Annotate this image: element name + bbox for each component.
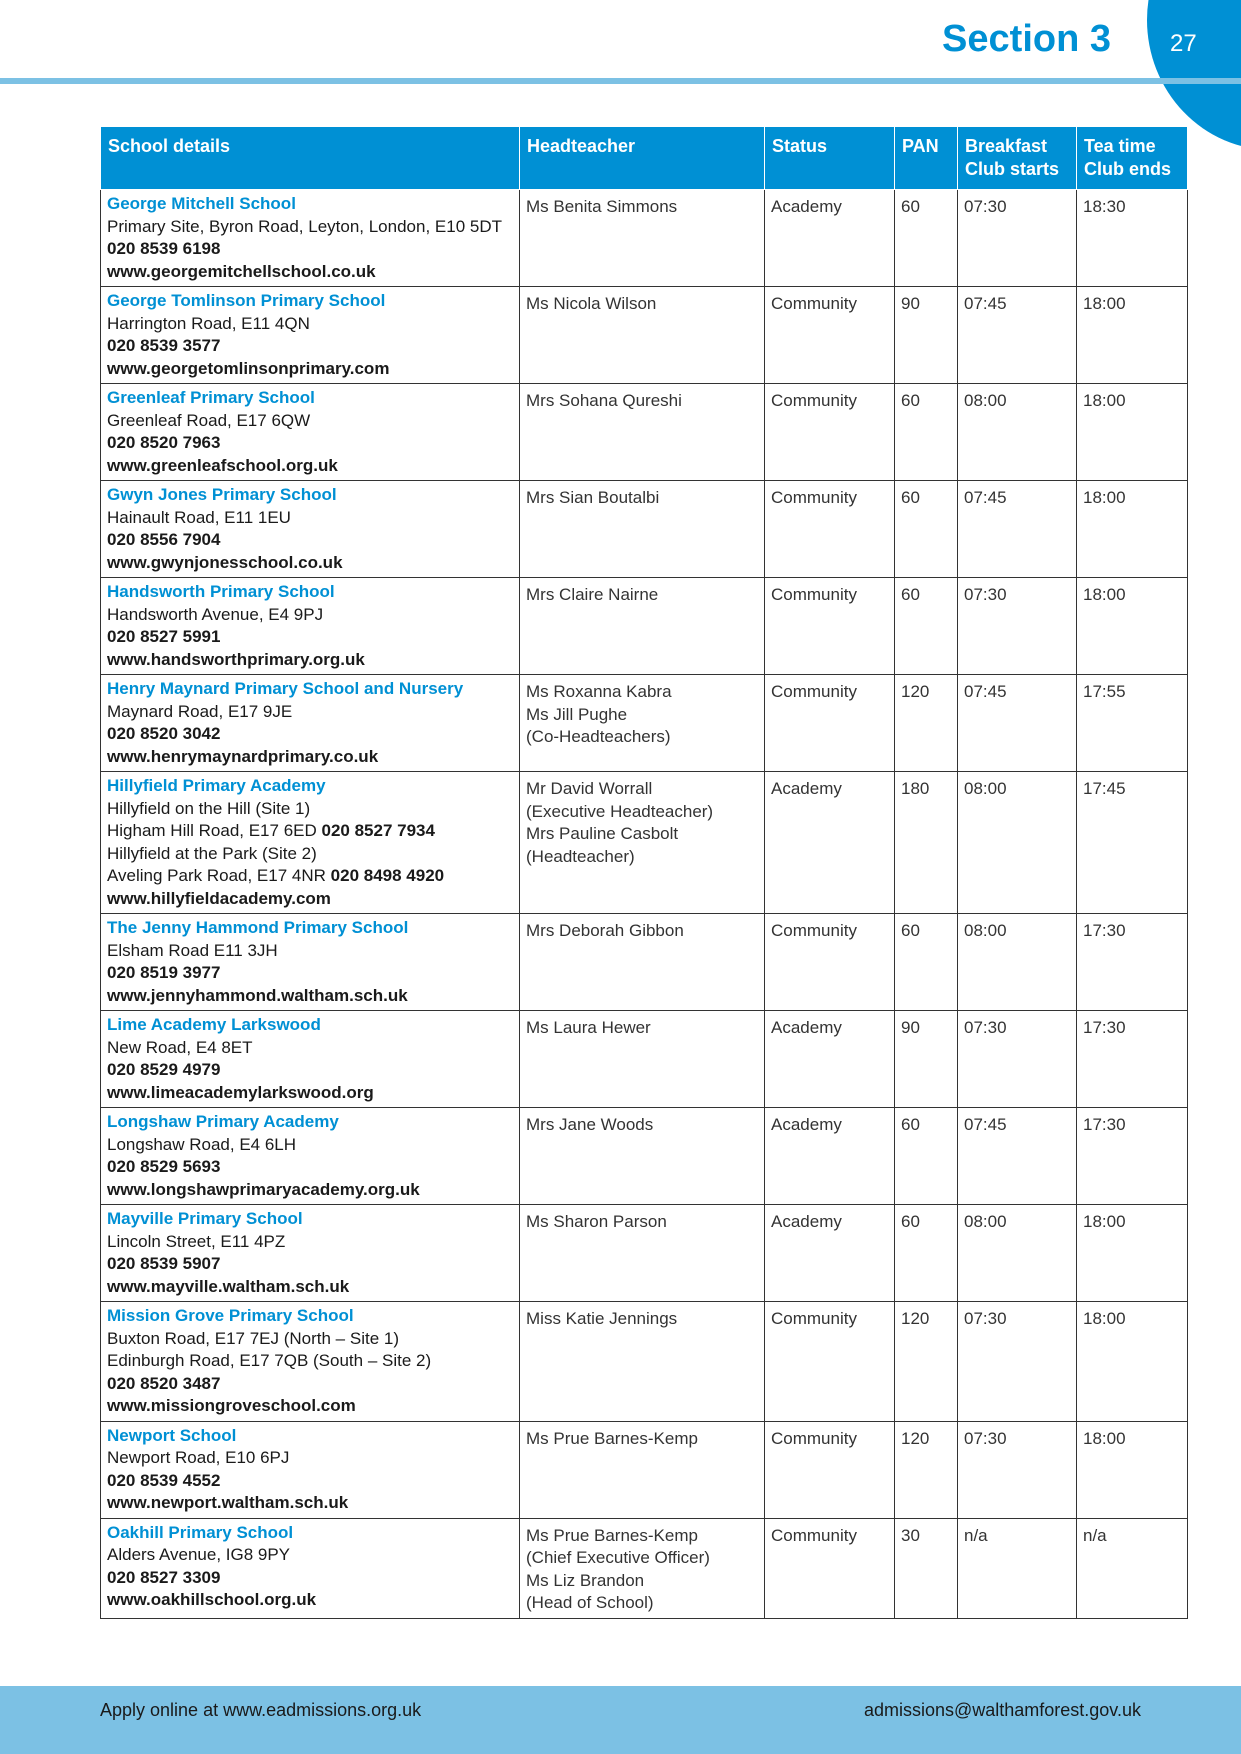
school-details-cell <box>101 384 520 481</box>
table-row <box>101 1108 1188 1205</box>
school-name: Greenleaf Primary School <box>107 388 315 407</box>
breakfast-club-cell: 08:00 <box>958 384 1077 481</box>
school-website-link[interactable]: www.limeacademylarkswood.org <box>107 1082 374 1102</box>
school-name: Hillyfield Primary Academy <box>107 776 326 795</box>
breakfast-club-cell: 07:45 <box>958 481 1077 578</box>
headteacher-line: Ms Laura Hewer <box>526 1018 651 1037</box>
tea-time-club-cell: 18:00 <box>1077 481 1188 578</box>
headteacher-line: Mrs Sian Boutalbi <box>526 488 660 507</box>
headteacher-cell <box>520 190 765 287</box>
pan-cell: 90 <box>895 287 958 384</box>
school-name: Oakhill Primary School <box>107 1522 294 1542</box>
school-website-link[interactable]: www.oakhillschool.org.uk <box>107 1590 317 1609</box>
table-row <box>101 1302 1188 1422</box>
headteacher-line: (Chief Executive Officer) <box>526 1548 710 1567</box>
breakfast-club-cell: 07:30 <box>958 1011 1077 1108</box>
school-name: Handsworth Primary School <box>107 582 335 601</box>
school-website-link[interactable]: www.henrymaynardprimary.co.uk <box>107 746 379 766</box>
pan-cell: 30 <box>895 1518 958 1618</box>
school-details-cell <box>101 1421 520 1518</box>
breakfast-club-cell: 07:45 <box>958 287 1077 384</box>
headteacher-cell <box>520 772 765 914</box>
breakfast-club-cell: 07:30 <box>958 1421 1077 1518</box>
school-name: The Jenny Hammond Primary School <box>107 918 409 937</box>
table-row <box>101 287 1188 384</box>
breakfast-club-cell: 07:45 <box>958 1108 1077 1205</box>
column-header-status: Status <box>765 127 895 190</box>
headteacher-line: Ms Nicola Wilson <box>526 294 657 313</box>
school-website-link[interactable]: www.newport.waltham.sch.uk <box>107 1493 349 1512</box>
school-phone: 020 8527 5991 <box>107 627 221 646</box>
school-address: Primary Site, Byron Road, Leyton, London, E10 5DT <box>107 216 502 236</box>
tea-time-club-cell: 17:30 <box>1077 1011 1188 1108</box>
admissions-email[interactable]: admissions@walthamforest.gov.uk <box>863 1700 1141 1720</box>
school-details-cell <box>101 1302 520 1422</box>
pan-cell: 120 <box>895 675 958 772</box>
breakfast-club-cell: n/a <box>958 1518 1077 1618</box>
status-cell: Community <box>765 1302 895 1422</box>
site-address: Aveling Park Road, E17 4NR <box>107 866 326 885</box>
headteacher-line: Ms Liz Brandon <box>526 1570 645 1590</box>
school-phone: 020 8520 7963 <box>107 433 221 452</box>
headteacher-line: Mrs Claire Nairne <box>526 585 659 604</box>
breakfast-club-cell: 07:30 <box>958 578 1077 675</box>
table-row <box>101 772 1188 914</box>
table-row <box>101 384 1188 481</box>
school-address: New Road, E4 8ET <box>107 1037 253 1057</box>
school-name: George Tomlinson Primary School <box>107 291 386 310</box>
status-cell: Community <box>765 384 895 481</box>
tea-time-club-cell: 18:30 <box>1077 190 1188 287</box>
school-website-link[interactable]: www.gwynjonesschool.co.uk <box>107 552 343 572</box>
school-website-link[interactable]: www.longshawprimaryacademy.org.uk <box>107 1179 420 1199</box>
pan-cell: 60 <box>895 1108 958 1205</box>
breakfast-club-cell: 07:45 <box>958 675 1077 772</box>
school-address: Harrington Road, E11 4QN <box>107 313 310 333</box>
school-address: Elsham Road E11 3JH <box>107 940 278 960</box>
school-details-cell <box>101 1108 520 1205</box>
headteacher-line: (Head of School) <box>526 1593 654 1612</box>
table-row <box>101 481 1188 578</box>
headteacher-cell <box>520 287 765 384</box>
schools-table <box>100 126 1188 1619</box>
column-header-breakfast-club: Breakfast Club starts <box>958 127 1077 190</box>
pan-cell: 60 <box>895 1205 958 1302</box>
status-cell: Community <box>765 578 895 675</box>
pan-cell: 120 <box>895 1421 958 1518</box>
school-name: Gwyn Jones Primary School <box>107 485 337 504</box>
headteacher-cell <box>520 914 765 1011</box>
table-row <box>101 675 1188 772</box>
site-label: Hillyfield at the Park (Site 2) <box>107 843 317 863</box>
school-address: Alders Avenue, IG8 9PY <box>107 1545 291 1564</box>
table-header-row <box>101 127 1188 190</box>
section-title: Section 3 <box>942 18 1111 60</box>
headteacher-line: Mrs Deborah Gibbon <box>526 921 684 940</box>
status-cell: Academy <box>765 190 895 287</box>
headteacher-line: Ms Jill Pughe <box>526 704 628 724</box>
school-address: Handsworth Avenue, E4 9PJ <box>107 604 324 624</box>
school-phone: 020 8527 7934 <box>321 821 435 840</box>
school-phone: 020 8539 5907 <box>107 1254 221 1273</box>
school-details-cell <box>101 675 520 772</box>
headteacher-line: (Headteacher) <box>526 846 635 866</box>
school-name: Lime Academy Larkswood <box>107 1015 321 1034</box>
table-row <box>101 1421 1188 1518</box>
school-website-link[interactable]: www.hillyfieldacademy.com <box>107 888 331 908</box>
column-header-headteacher: Headteacher <box>520 127 765 190</box>
school-website-link[interactable]: www.missiongroveschool.com <box>107 1396 356 1415</box>
school-website-link[interactable]: www.mayville.waltham.sch.uk <box>107 1276 350 1296</box>
column-header-pan: PAN <box>895 127 958 190</box>
school-name: Longshaw Primary Academy <box>107 1112 339 1131</box>
school-phone: 020 8498 4920 <box>330 866 445 885</box>
school-website-link[interactable]: www.greenleafschool.org.uk <box>107 455 338 475</box>
tea-time-club-cell: n/a <box>1077 1518 1188 1618</box>
school-phone: 020 8539 3577 <box>107 336 221 355</box>
pan-cell: 60 <box>895 384 958 481</box>
headteacher-line: (Co-Headteachers) <box>526 727 671 746</box>
school-phone: 020 8556 7904 <box>107 530 221 549</box>
school-details-cell <box>101 772 520 914</box>
column-header-school-details: School details <box>101 127 520 190</box>
school-name: George Mitchell School <box>107 194 296 213</box>
tea-time-club-cell: 18:00 <box>1077 384 1188 481</box>
school-details-cell <box>101 481 520 578</box>
headteacher-line: Mrs Pauline Casbolt <box>526 824 679 843</box>
headteacher-line: Ms Prue Barnes-Kemp <box>526 1525 698 1545</box>
tea-time-club-cell: 18:00 <box>1077 1302 1188 1422</box>
page-number: 27 <box>1170 30 1197 57</box>
status-cell: Community <box>765 675 895 772</box>
headteacher-line: Mr David Worrall <box>526 779 653 798</box>
site-address: Higham Hill Road, E17 6ED <box>107 821 317 840</box>
school-address: Edinburgh Road, E17 7QB (South – Site 2) <box>107 1351 432 1370</box>
breakfast-club-cell: 07:30 <box>958 1302 1077 1422</box>
school-details-cell <box>101 914 520 1011</box>
pan-cell: 60 <box>895 481 958 578</box>
headteacher-line: Ms Sharon Parson <box>526 1212 667 1231</box>
headteacher-line: Miss Katie Jennings <box>526 1309 678 1328</box>
school-phone: 020 8527 3309 <box>107 1567 221 1587</box>
status-cell: Community <box>765 1518 895 1618</box>
table-row <box>101 1518 1188 1618</box>
school-phone: 020 8529 5693 <box>107 1157 221 1176</box>
headteacher-cell <box>520 675 765 772</box>
headteacher-cell <box>520 1518 765 1618</box>
school-address: Newport Road, E10 6PJ <box>107 1448 290 1467</box>
school-phone: 020 8520 3487 <box>107 1373 221 1393</box>
breakfast-club-cell: 08:00 <box>958 772 1077 914</box>
headteacher-cell <box>520 1011 765 1108</box>
status-cell: Community <box>765 481 895 578</box>
column-header-tea-time-club: Tea time Club ends <box>1077 127 1188 190</box>
breakfast-club-cell: 08:00 <box>958 914 1077 1011</box>
headteacher-cell <box>520 1108 765 1205</box>
table-row <box>101 578 1188 675</box>
tea-time-club-cell: 18:00 <box>1077 578 1188 675</box>
pan-cell: 90 <box>895 1011 958 1108</box>
table-row <box>101 914 1188 1011</box>
tea-time-club-cell: 18:00 <box>1077 1421 1188 1518</box>
status-cell: Academy <box>765 1108 895 1205</box>
headteacher-line: Ms Roxanna Kabra <box>526 682 672 701</box>
table-row <box>101 190 1188 287</box>
pan-cell: 60 <box>895 914 958 1011</box>
school-website-link[interactable]: www.georgemitchellschool.co.uk <box>107 261 376 281</box>
school-name: Mission Grove Primary School <box>107 1306 354 1325</box>
headteacher-cell <box>520 1302 765 1422</box>
breakfast-club-cell: 08:00 <box>958 1205 1077 1302</box>
school-details-cell <box>101 190 520 287</box>
school-phone: 020 8539 6198 <box>107 239 221 258</box>
site-address-line <box>107 820 513 843</box>
school-phone: 020 8539 4552 <box>107 1470 221 1490</box>
school-details-cell <box>101 1205 520 1302</box>
headteacher-line: Mrs Sohana Qureshi <box>526 391 682 410</box>
headteacher-cell <box>520 384 765 481</box>
tea-time-club-cell: 17:55 <box>1077 675 1188 772</box>
school-details-cell <box>101 1518 520 1618</box>
school-details-cell <box>101 287 520 384</box>
school-name: Henry Maynard Primary School and Nursery <box>107 679 464 698</box>
status-cell: Academy <box>765 1205 895 1302</box>
table-row <box>101 1011 1188 1108</box>
school-address: Lincoln Street, E11 4PZ <box>107 1231 286 1251</box>
school-details-cell <box>101 578 520 675</box>
tea-time-club-cell: 18:00 <box>1077 287 1188 384</box>
school-phone: 020 8529 4979 <box>107 1060 221 1079</box>
tea-time-club-cell: 17:45 <box>1077 772 1188 914</box>
pan-cell: 120 <box>895 1302 958 1422</box>
headteacher-line: (Executive Headteacher) <box>526 801 714 821</box>
status-cell: Community <box>765 1421 895 1518</box>
school-address: Hainault Road, E11 1EU <box>107 507 291 527</box>
school-name: Mayville Primary School <box>107 1209 303 1228</box>
tea-time-club-cell: 17:30 <box>1077 1108 1188 1205</box>
status-cell: Academy <box>765 772 895 914</box>
pan-cell: 180 <box>895 772 958 914</box>
school-website-link[interactable]: www.georgetomlinsonprimary.com <box>107 358 390 378</box>
pan-cell: 60 <box>895 578 958 675</box>
headteacher-cell <box>520 481 765 578</box>
site-label: Hillyfield on the Hill (Site 1) <box>107 798 311 818</box>
headteacher-line: Mrs Jane Woods <box>526 1115 654 1134</box>
school-website-link[interactable]: www.jennyhammond.waltham.sch.uk <box>107 985 408 1005</box>
tea-time-club-cell: 17:30 <box>1077 914 1188 1011</box>
headteacher-line: Ms Prue Barnes-Kemp <box>526 1428 698 1448</box>
headteacher-cell <box>520 1205 765 1302</box>
pan-cell: 60 <box>895 190 958 287</box>
school-phone: 020 8519 3977 <box>107 963 221 982</box>
school-address: Maynard Road, E17 9JE <box>107 701 293 721</box>
tea-time-club-cell: 18:00 <box>1077 1205 1188 1302</box>
status-cell: Community <box>765 914 895 1011</box>
school-name: Newport School <box>107 1425 237 1445</box>
school-address: Longshaw Road, E4 6LH <box>107 1134 297 1154</box>
status-cell: Academy <box>765 1011 895 1108</box>
table-row <box>101 1205 1188 1302</box>
headteacher-cell <box>520 1421 765 1518</box>
site-address-line <box>107 865 513 888</box>
school-details-cell <box>101 1011 520 1108</box>
headteacher-cell <box>520 578 765 675</box>
status-cell: Community <box>765 287 895 384</box>
header-divider <box>0 78 1241 84</box>
apply-online-text: Apply online at www.eadmissions.org.uk <box>100 1700 422 1720</box>
school-address: Greenleaf Road, E17 6QW <box>107 410 311 430</box>
school-website-link[interactable]: www.handsworthprimary.org.uk <box>107 649 365 669</box>
breakfast-club-cell: 07:30 <box>958 190 1077 287</box>
school-phone: 020 8520 3042 <box>107 724 221 743</box>
school-address: Buxton Road, E17 7EJ (North – Site 1) <box>107 1328 399 1348</box>
headteacher-line: Ms Benita Simmons <box>526 197 678 216</box>
